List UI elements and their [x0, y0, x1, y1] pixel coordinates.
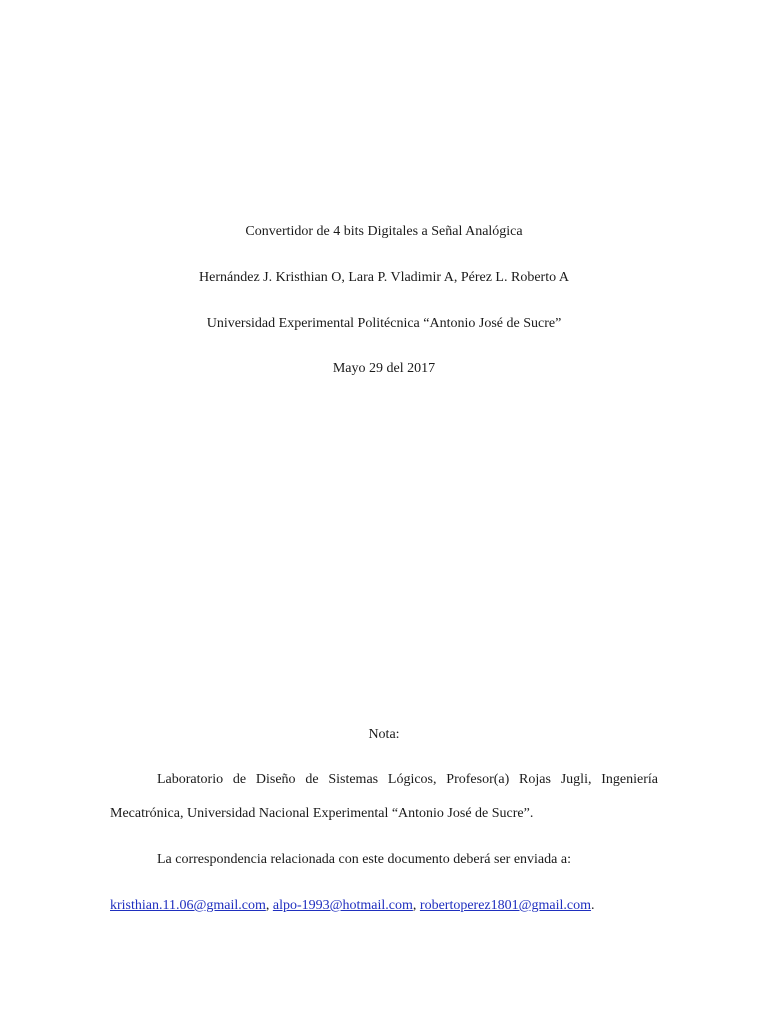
email-separator: , — [265, 898, 273, 913]
note-paragraph-1-line-1: Laboratorio de Diseño de Sistemas Lógicos, Profesor(a) Rojas Jugli, Ingeniería — [157, 772, 658, 787]
email-end-punctuation: . — [591, 898, 595, 913]
note-paragraph-2: La correspondencia relacionada con este documento deberá ser enviada a: — [157, 852, 571, 867]
email-link-kristhian[interactable]: kristhian.11.06@gmail.com — [110, 898, 266, 913]
note-paragraph-1-line-2: Mecatrónica, Universidad Nacional Experimental “Antonio José de Sucre”. — [110, 806, 534, 821]
document-title: Convertidor de 4 bits Digitales a Señal Analógica — [245, 224, 523, 239]
author-list: Hernández J. Kristhian O, Lara P. Vladimir A, Pérez L. Roberto A — [199, 270, 569, 285]
email-separator: , — [412, 898, 420, 913]
contact-emails — [110, 897, 595, 915]
email-link-alpo[interactable]: alpo-1993@hotmail.com — [272, 898, 413, 913]
document-date: Mayo 29 del 2017 — [332, 361, 436, 376]
note-heading: Nota: — [368, 727, 400, 742]
institution-name: Universidad Experimental Politécnica “Antonio José de Sucre” — [206, 316, 562, 331]
email-link-robertoperez[interactable]: robertoperez1801@gmail.com — [419, 898, 592, 913]
